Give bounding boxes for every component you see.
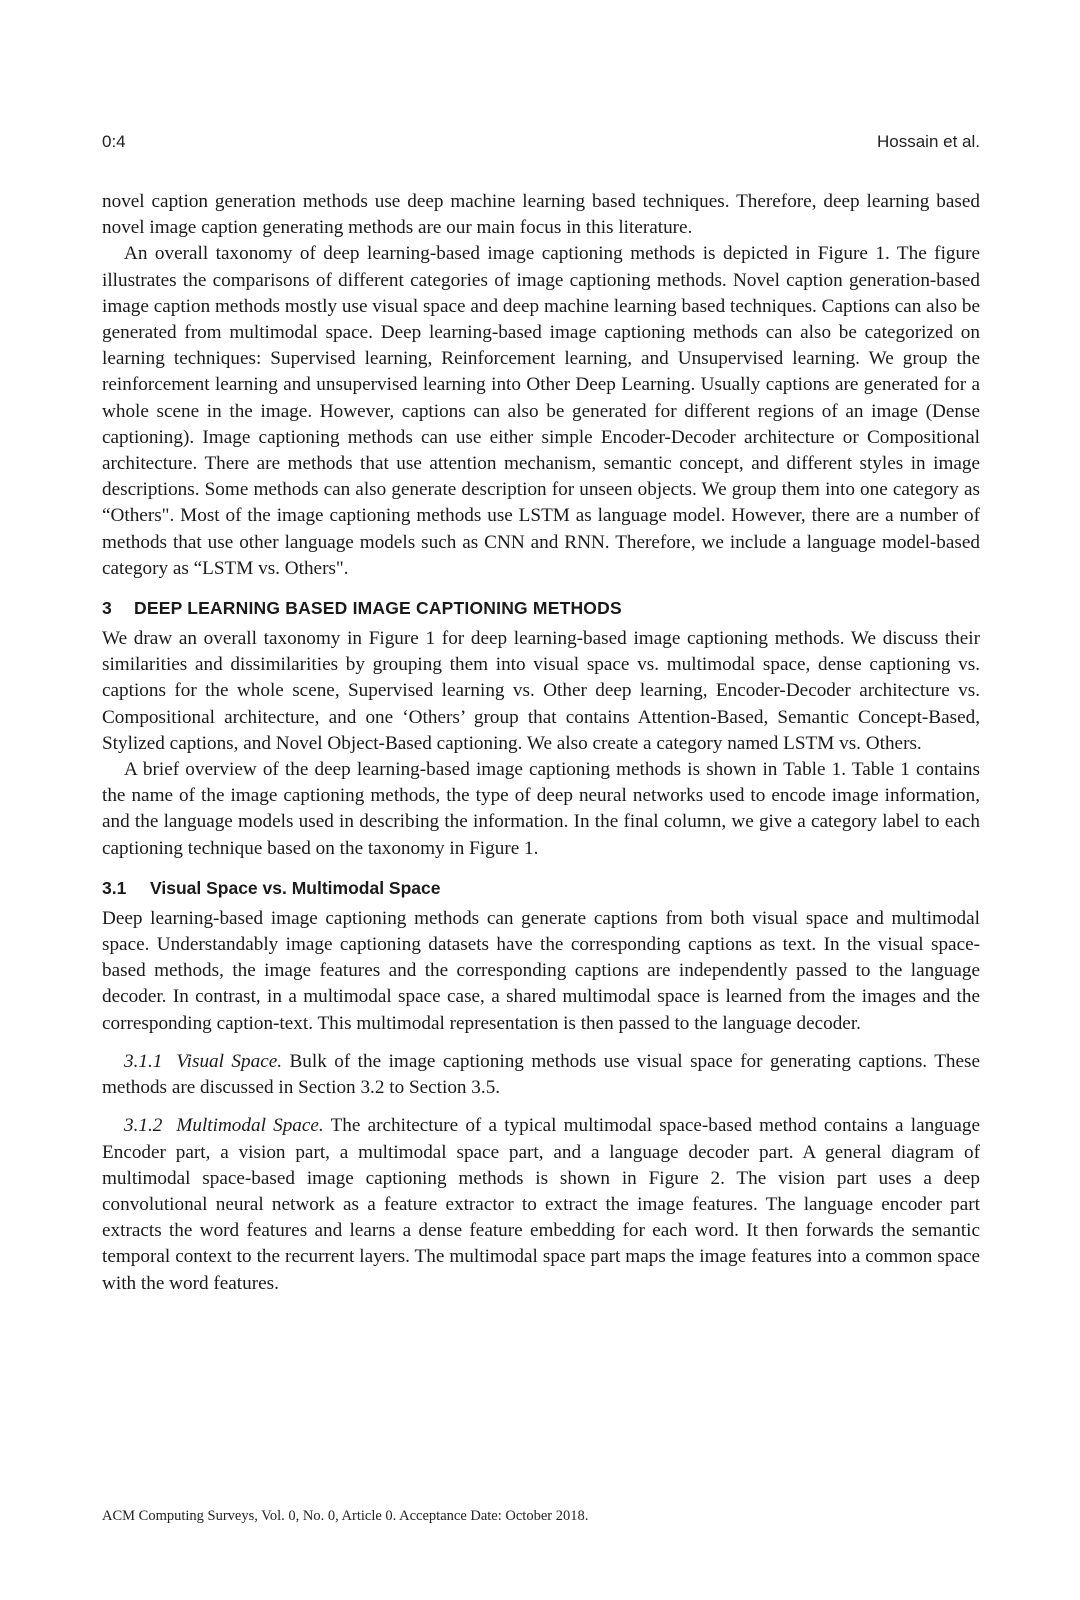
section-3-paragraph-1: We draw an overall taxonomy in Figure 1 for deep learning-based image captioning methods. We discuss their similarities and dissimilarities by grouping them into visual space vs. multimodal space, dense captioning vs. captions for the whole scene, Supervised learning vs. Other deep learning, Encoder-Decoder architecture vs. Compositional architecture, and one ‘Others’ group that contains Attention-Based, Semantic Concept-Based, Stylized captions, and Novel Object-Based captioning. We also create a category named LSTM vs. Others. [102, 628, 980, 754]
page-footer: ACM Computing Surveys, Vol. 0, No. 0, Article 0. Acceptance Date: October 2018. [102, 1508, 589, 1524]
subsubsection-title: Visual Space. [176, 1050, 283, 1072]
subsubsection-3-1-2 [102, 1113, 980, 1296]
subsubsection-text: Bulk of the image captioning methods use visual space for generating captions. These methods are discussed in Section 3.2 to Section 3.5. [102, 1050, 981, 1099]
subsection-heading-3-1 [102, 876, 980, 900]
subsubsection-text: The architecture of a typical multimodal space-based method contains a language Encoder part, a vision part, a multimodal space part, and a language decoder part. A general diagram of multimodal space-based image captioning methods is shown in Figure 2. The vision part uses a deep convolutional neural network as a feature extractor to extract the image features. The language encoder part extracts the word features and learns a dense feature embedding for each word. It then forwards the semantic temporal context to the recurrent layers. The multimodal space part maps the image features into a common space with the word features. [102, 1115, 981, 1294]
body-text [102, 189, 980, 1297]
paragraph-taxonomy-overview: An overall taxonomy of deep learning-based image captioning methods is depicted in Figure 1. The figure illustrates the comparisons of different categories of image captioning methods. Novel caption generation-based image caption methods mostly use visual space and deep machine learning based techniques. Captions can also be generated from multimodal space. Deep learning-based image captioning methods can also be categorized on learning techniques: Supervised learning, Reinforcement learning, and Unsupervised learning. We group the reinforcement learning and unsupervised learning into Other Deep Learning. Usually captions are generated for a whole scene in the image. However, captions can also be generated for different regions of an image (Dense captioning). Image captioning methods can use either simple Encoder-Decoder architecture or Compositional architecture. There are methods that use attention mechanism, semantic concept, and different styles in image descriptions. Some methods can also generate description for unseen objects. We group them into one category as “Others". Most of the image captioning methods use LSTM as language model. However, there are a number of methods that use other language models such as CNN and RNN. Therefore, we include a language model-based category as “LSTM vs. Others". [102, 243, 980, 579]
paragraph-continued: novel caption generation methods use deep machine learning based techniques. Therefore, deep learning based novel image caption generating methods are our main focus in this literature. [102, 191, 980, 239]
subsubsection-number: 3.1.2 [124, 1115, 163, 1137]
section-number: 3 [102, 598, 112, 619]
subsection-3-1-paragraph: Deep learning-based image captioning methods can generate captions from both visual space and multimodal space. Understandably image captioning datasets have the corresponding captions as text. In the visual space-based methods, the image features and the corresponding captions are independently passed to the language decoder. In contrast, in a multimodal space case, a shared multimodal space is learned from the images and the corresponding caption-text. This multimodal representation is then passed to the language decoder. [102, 907, 980, 1034]
subsubsection-title: Multimodal Space. [176, 1115, 324, 1137]
section-title: DEEP LEARNING BASED IMAGE CAPTIONING METHODS [134, 598, 622, 619]
subsubsection-3-1-1 [102, 1049, 980, 1101]
running-head-authors: Hossain et al. [877, 132, 980, 151]
running-head [102, 132, 980, 156]
subsection-number: 3.1 [102, 877, 127, 898]
page-number: 0:4 [102, 132, 126, 151]
subsubsection-number: 3.1.1 [124, 1050, 163, 1072]
subsubsection-heading [124, 1115, 324, 1136]
subsection-title: Visual Space vs. Multimodal Space [150, 877, 441, 898]
section-3-paragraph-2: A brief overview of the deep learning-based image captioning methods is shown in Table 1. Table 1 contains the name of the image captioning methods, the type of deep neural networks used to encode image information, and the language models used in describing the information. In the final column, we give a category label to each captioning technique based on the taxonomy in Figure 1. [102, 759, 980, 859]
subsubsection-heading [124, 1051, 282, 1072]
section-heading-3 [102, 596, 980, 620]
